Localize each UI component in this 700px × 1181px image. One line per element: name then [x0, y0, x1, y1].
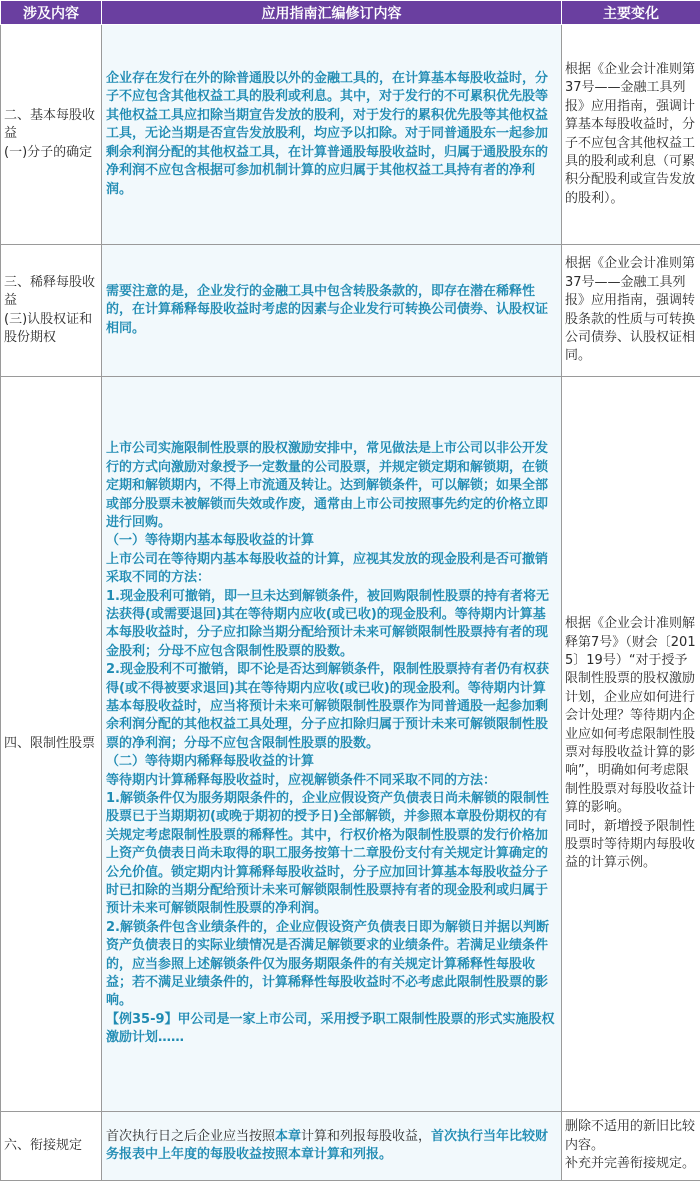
content-cell	[102, 377, 562, 1112]
content-paragraph: 等待期内计算稀释每股收益时，应视解锁条件不同采取不同的方法：	[106, 772, 557, 790]
content-highlight: 本章	[275, 1129, 301, 1144]
table-row	[1, 25, 700, 245]
table-header-row	[1, 1, 700, 25]
change-cell: 根据《企业会计准则解释第7号》（财会〔2015〕19号）“对于授予限制性股票的股权激励计划，企业应如何进行会计处理？等待期内企业应如何考虑限制性股票对每股收益计算的影响”，明确如何考虑限制性股票对每股收益计算的影响。 同时，新增授予限制性股票时等待期内每股收益的计算示例。	[562, 377, 700, 1112]
header-topic: 涉及内容	[1, 1, 102, 25]
section-heading: （二）等待期内稀释每股收益的计算	[106, 753, 557, 771]
content-paragraph: 1.解锁条件仅为服务期限条件的，企业应假设资产负债表日尚未解锁的限制性股票已于当期期初(或晚于期初的授予日)全部解锁，并参照本章股份期权的有关规定考虑限制性股票的稀释性。其中，行权价格为限制性股票的发行价格加上资产负债表日尚未取得的职工服务按第十二章股份支付有关规定计算确定的公允价值。锁定期内计算稀释每股收益时，分子应加回计算基本每股收益分子时已扣除的当期分配给预计未来可解锁限制性股票持有者的现金股利或归属于预计未来可解锁限制性股票的净利润。	[106, 790, 557, 919]
content-cell	[102, 1112, 562, 1181]
content-cell: 企业存在发行在外的除普通股以外的金融工具的，在计算基本每股收益时，分子不应包含其他权益工具的股利或利息。其中，对于发行的不可累积优先股等其他权益工具应扣除当期宣告发放的股利，对于发行的累积优先股等其他权益工具，无论当期是否宣告发放股利，均应予以扣除。对于同普通股东一起参加剩余利润分配的其他权益工具，在计算普通股每股收益时，归属于通股股东的净利润不应包含根据可参加机制计算的应归属于其他权益工具持有者的净利润。	[102, 25, 562, 245]
change-cell: 根据《企业会计准则第37号——金融工具列报》应用指南，强调计算基本每股收益时，分子不应包含其他权益工具的股利或利息（可累积分配股利或宣告发放的股利）。	[562, 25, 700, 245]
topic-cell: 三、稀释每股收益 (三)认股权证和股份期权	[1, 245, 102, 377]
topic-cell: 四、限制性股票	[1, 377, 102, 1112]
content-paragraph: 上市公司在等待期内基本每股收益的计算，应视其发放的现金股利是否可撤销采取不同的方法：	[106, 551, 557, 588]
topic-cell: 六、衔接规定	[1, 1112, 102, 1181]
content-cell: 需要注意的是，企业发行的金融工具中包含转股条款的，即存在潜在稀释性的，在计算稀释每股收益时考虑的因素与企业发行可转换公司债券、认股权证相同。	[102, 245, 562, 377]
content-paragraph: 2.解锁条件包含业绩条件的，企业应假设资产负债表日即为解锁日并据以判断资产负债表日的实际业绩情况是否满足解锁要求的业绩条件。若满足业绩条件的，应当参照上述解锁条件仅为服务期限条件的有关规定计算稀释性每股收益；若不满足业绩条件的，计算稀释性每股收益时不必考虑此限制性股票的影响。	[106, 919, 557, 1011]
header-change: 主要变化	[562, 1, 700, 25]
content-paragraph: 2.现金股利不可撤销，即不论是否达到解锁条件，限制性股票持有者仍有权获得(或不得被要求退回)其在等待期内应收(或已收)的现金股利。等待期内计算基本每股收益时，应当将预计未来可解锁限制性股票作为同普通股一起参加剩余利润分配的其他权益工具处理，分子应扣除归属于预计未来可解锁限制性股票的净利润；分母不应包含限制性股票的股数。	[106, 661, 557, 753]
table-row	[1, 377, 700, 1112]
content-paragraph: 上市公司实施限制性股票的股权激励安排中，常见做法是上市公司以非公开发行的方式向激励对象授予一定数量的公司股票，并规定锁定期和解锁期，在锁定期和解锁期内，不得上市流通及转让。达到解锁条件，可以解锁；如果全部或部分股票未被解锁而失效或作废，通常由上市公司按照事先约定的价格立即进行回购。	[106, 440, 557, 532]
content-text: 计算和列报每股收益，	[301, 1129, 431, 1144]
change-cell: 根据《企业会计准则第37号——金融工具列报》应用指南，强调转股条款的性质与可转换公司债券、认股权证相同。	[562, 245, 700, 377]
example-paragraph: 【例35-9】甲公司是一家上市公司，采用授予职工限制性股票的形式实施股权激励计划……	[106, 1011, 557, 1048]
topic-cell: 二、基本每股收益 (一)分子的确定	[1, 25, 102, 245]
section-heading: （一）等待期内基本每股收益的计算	[106, 532, 557, 550]
content-highlight: 首次执行当年比较财务报表中上年度的每股收益按照本章计算和列报。	[106, 1129, 548, 1162]
table-row	[1, 1112, 700, 1181]
header-content: 应用指南汇编修订内容	[102, 1, 562, 25]
change-cell: 删除不适用的新旧比较内容。 补充并完善衔接规定。	[562, 1112, 700, 1181]
content-text: 首次执行日之后企业应当按照	[106, 1129, 275, 1144]
table-row	[1, 245, 700, 377]
content-paragraph: 1.现金股利可撤销，即一旦未达到解锁条件，被回购限制性股票的持有者将无法获得(或需要退回)其在等待期内应收(或已收)的现金股利。等待期内计算基本每股收益时，分子应扣除当期分配给预计未来可解锁限制性股票持有者的现金股利；分母不应包含限制性股票的股数。	[106, 588, 557, 662]
